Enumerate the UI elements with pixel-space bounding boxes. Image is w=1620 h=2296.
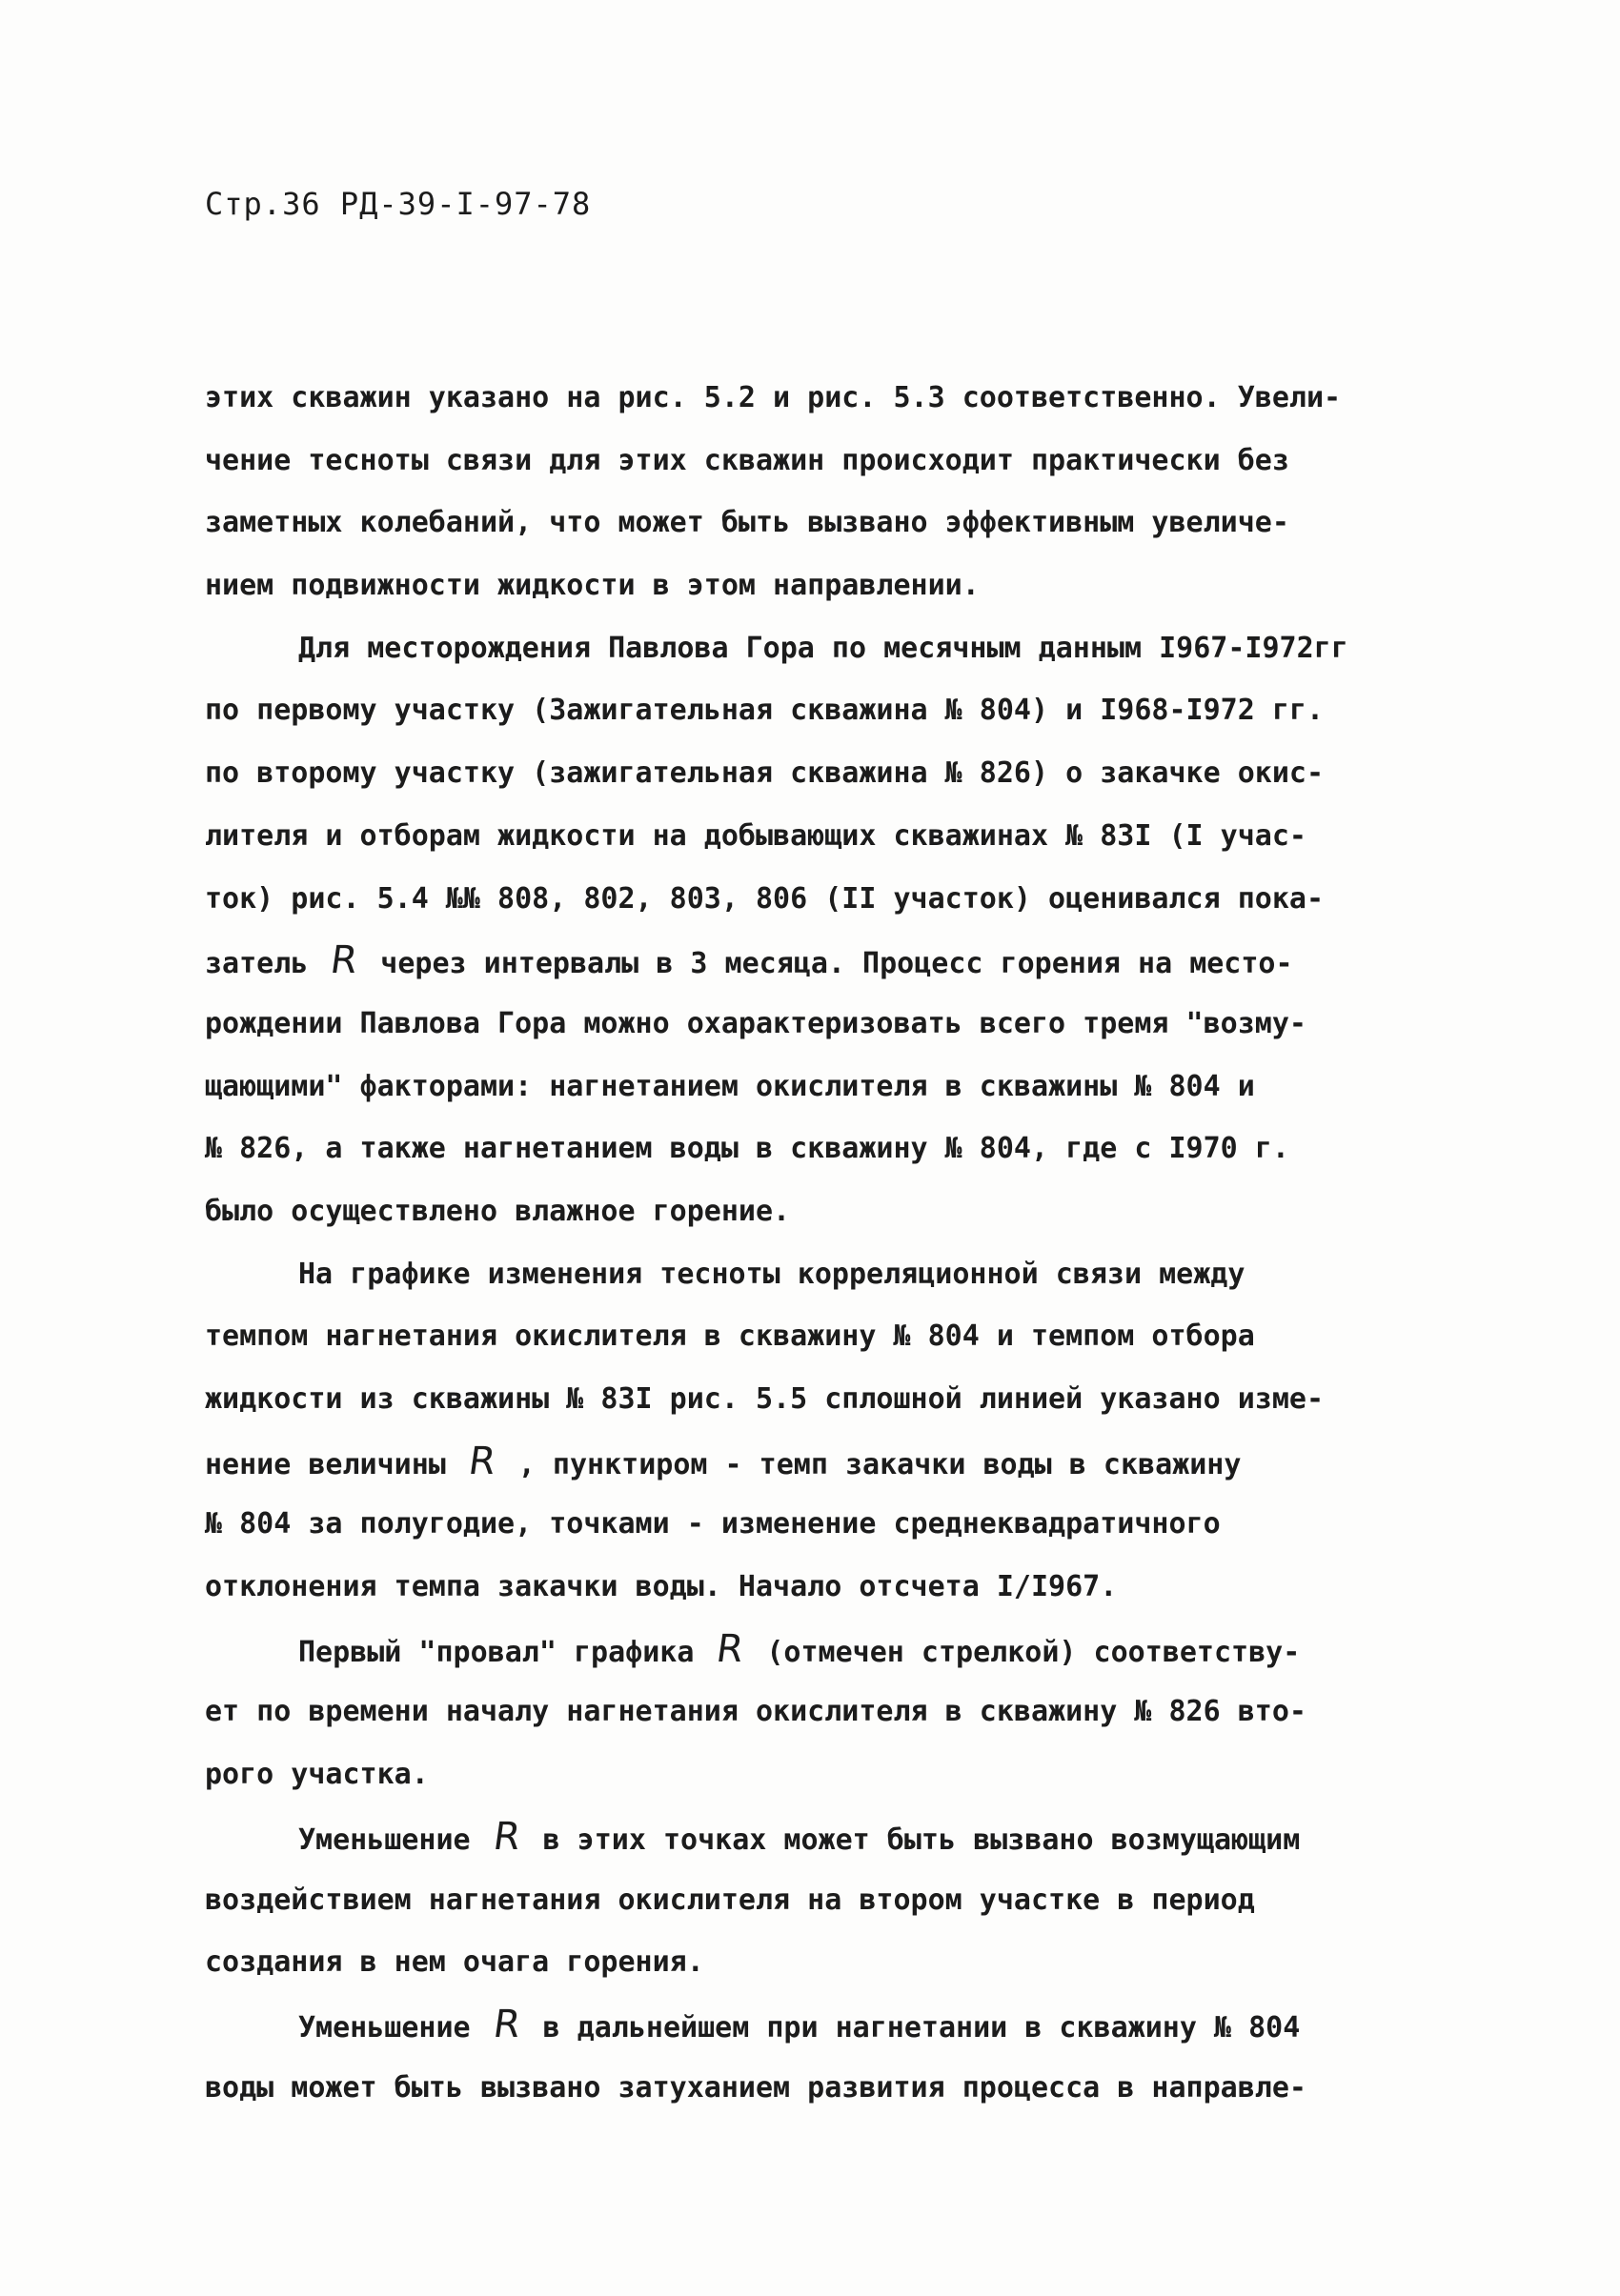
r-symbol: R (490, 2002, 523, 2046)
text-line: нием подвижности жидкости в этом направлении. (205, 569, 980, 603)
text-fragment: (отмечен стрелкой) соответству- (749, 1635, 1301, 1669)
text-fragment: затель (205, 947, 326, 981)
paragraph-start-line-with-symbol (205, 1619, 1444, 1682)
paragraph-start-line-with-symbol (205, 1994, 1444, 2057)
text-line: щающими" факторами: нагнетанием окислителя в скважины № 804 и (205, 1069, 1255, 1103)
paragraph-start-line: Для месторождения Павлова Гора по месячным данным I967-I972гг (298, 631, 1348, 665)
text-line: рождении Павлова Гора можно охарактеризовать всего тремя "возму- (205, 1006, 1306, 1040)
text-fragment: , пунктиром - темп закачки воды в скважину (500, 1447, 1242, 1481)
page-header: Стр.36 РД-39-I-97-78 (205, 186, 592, 222)
text-line-with-symbol (205, 1431, 1444, 1494)
text-fragment: через интервалы в 3 месяца. Процесс горения на место- (363, 947, 1293, 981)
text-fragment: нение величины (205, 1447, 463, 1481)
text-line: темпом нагнетания окислителя в скважину № 804 и темпом отбора (205, 1319, 1255, 1354)
paragraph-start-line-with-symbol (205, 1806, 1444, 1869)
text-line: воздействием нагнетания окислителя на втором участке в период (205, 1883, 1255, 1917)
text-line: № 804 за полугодие, точками - изменение среднеквадратичного (205, 1507, 1221, 1541)
r-symbol: R (714, 1626, 747, 1671)
text-line: отклонения темпа закачки воды. Начало отсчета I/I967. (205, 1570, 1118, 1604)
text-line: заметных колебаний, что может быть вызвано эффективным увеличе- (205, 506, 1289, 540)
text-line: жидкости из скважины № 83I рис. 5.5 сплошной линией указано изме- (205, 1382, 1324, 1416)
text-line: было осуществлено влажное горение. (205, 1194, 791, 1228)
text-line: создания в нем очага горения. (205, 1945, 704, 1980)
text-fragment: Уменьшение (298, 1823, 488, 1857)
r-symbol: R (328, 938, 361, 983)
text-line: ток) рис. 5.4 №№ 808, 802, 803, 806 (II участок) оценивался пока- (205, 881, 1324, 916)
text-line-with-symbol (205, 930, 1444, 993)
text-line: рого участка. (205, 1758, 429, 1792)
r-symbol: R (465, 1439, 499, 1483)
text-fragment: в этих точках может быть вызвано возмущающим (525, 1823, 1301, 1857)
body-text (205, 367, 1444, 2119)
text-line: № 826, а также нагнетанием воды в скважину № 804, где с I970 г. (205, 1132, 1289, 1166)
text-fragment: Первый "провал" графика (298, 1635, 712, 1669)
text-line: по первому участку (Зажигательная скважина № 804) и I968-I972 гг. (205, 694, 1324, 728)
text-fragment: Уменьшение (298, 2010, 488, 2044)
r-symbol: R (490, 1814, 523, 1859)
text-line: воды может быть вызвано затуханием развития процесса в направле- (205, 2070, 1306, 2105)
text-line: лителя и отборам жидкости на добывающих скважинах № 83I (I учас- (205, 818, 1306, 853)
text-line: этих скважин указано на рис. 5.2 и рис. 5.3 соответственно. Увели- (205, 381, 1342, 414)
text-line: по второму участку (зажигательная скважина № 826) о закачке окис- (205, 756, 1324, 791)
paragraph-start-line: На графике изменения тесноты корреляционной связи между (298, 1257, 1245, 1291)
text-fragment: в дальнейшем при нагнетании в скважину № 804 (525, 2010, 1301, 2044)
text-line: ет по времени началу нагнетания окислителя в скважину № 826 вто- (205, 1695, 1306, 1729)
text-line: чение тесноты связи для этих скважин происходит практически без (205, 443, 1289, 477)
